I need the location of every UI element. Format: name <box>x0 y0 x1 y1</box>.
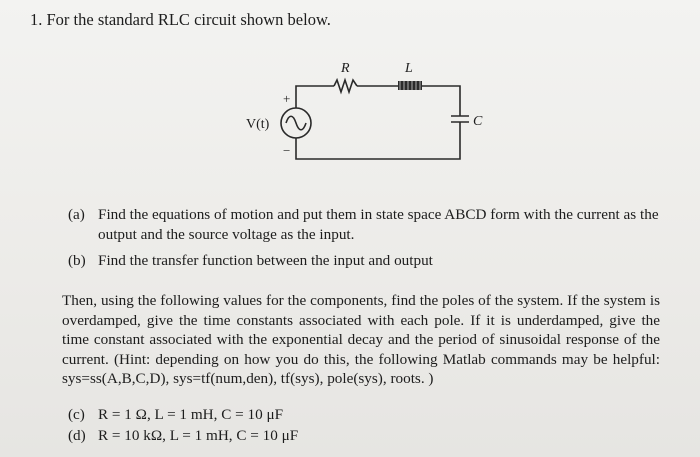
wire-left-top <box>296 86 334 108</box>
part-b-label: (b) <box>68 252 86 269</box>
part-d-text: R = 10 kΩ, L = 1 mH, C = 10 μF <box>98 427 299 444</box>
capacitor-label: C <box>473 114 483 129</box>
part-a-label: (a) <box>68 206 85 223</box>
component-values <box>68 404 298 446</box>
source-label: V(t) <box>246 117 270 132</box>
inductor-symbol <box>398 81 422 90</box>
part-a-text: Find the equations of motion and put them in state space ABCD form with the current as the output and the source voltage as the input. <box>98 206 659 243</box>
part-d <box>68 425 298 446</box>
sine-wave-icon <box>286 116 306 130</box>
part-c-label: (c) <box>68 406 85 423</box>
question-parts <box>62 205 662 277</box>
instructions-paragraph: Then, using the following values for the components, find the poles of the system. If the system is overdamped, give the time constants associated with each pole. If it is underdamped, give the time constant associated with the exponential decay and the period of sinusoidal response of the current. (Hint: depending on how you do this, the following Matlab commands may be helpful: sys=ss(A,B,C,D), sys=tf(num,den), tf(sys), pole(sys), roots. ) <box>62 292 660 388</box>
rlc-circuit-diagram <box>240 48 500 178</box>
part-c-text: R = 1 Ω, L = 1 mH, C = 10 μF <box>98 406 284 423</box>
resistor-label: R <box>341 61 350 76</box>
question-text: For the standard RLC circuit shown below. <box>46 10 331 29</box>
question-number: 1. <box>30 10 43 29</box>
plus-sign: + <box>283 91 291 106</box>
wire-right-top <box>422 86 460 116</box>
part-d-label: (d) <box>68 427 86 444</box>
part-b <box>62 251 662 271</box>
part-c <box>68 404 298 425</box>
question-title <box>30 10 331 30</box>
part-a <box>62 205 662 245</box>
resistor-symbol <box>334 80 357 92</box>
inductor-label: L <box>405 61 413 76</box>
wire-right-bottom <box>296 122 460 159</box>
part-b-text: Find the transfer function between the input and output <box>98 252 433 269</box>
minus-sign: − <box>283 143 291 158</box>
